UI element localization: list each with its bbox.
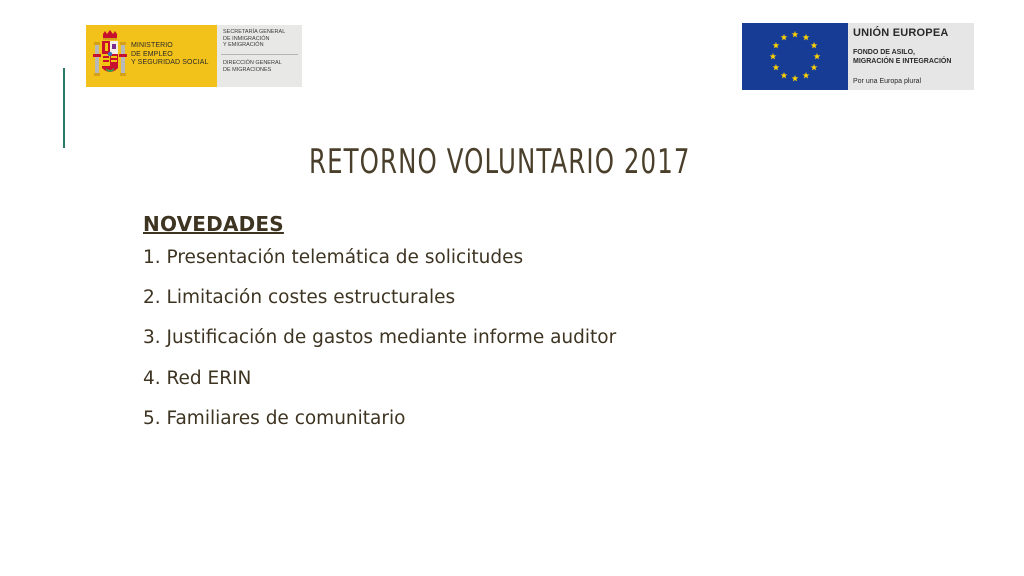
ministry-logo [86,25,302,87]
eu-fund-name: FONDO DE ASILO, MIGRACIÓN E INTEGRACIÓN [853,49,952,65]
slide-title: RETORNO VOLUNTARIO 2017 [309,142,691,182]
list-item: 5. Familiares de comunitario [143,407,406,429]
coat-of-arms-icon [93,30,127,82]
eu-star-icon [770,53,777,60]
list-item: 2. Limitación costes estructurales [143,287,456,309]
ministry-logo-yellow-panel [86,25,217,87]
eu-star-icon [803,34,810,41]
eu-title: UNIÓN EUROPEA [853,27,949,39]
eu-flag [742,23,848,90]
eu-star-icon [792,75,799,82]
slide-body [143,212,616,449]
list-item: 1. Presentación telemática de solicitudes [143,247,524,268]
eu-star-icon [792,31,799,38]
eu-star-icon [773,64,780,71]
eu-star-icon [773,42,780,49]
novedades-list [143,248,616,449]
eu-star-icon [781,72,788,79]
eu-stars-icon [742,23,848,90]
eu-star-icon [814,53,821,60]
ministry-name: MINISTERIO DE EMPLEO Y SEGURIDAD SOCIAL [131,42,209,66]
section-heading: NOVEDADES [143,212,284,236]
secretaria-name: SECRETARÍA GENERAL DE INMIGRACIÓN Y EMIGRACIÓN [223,29,286,48]
ministry-logo-grey-panel [217,25,302,87]
ministry-divider [221,54,298,55]
list-item: 3. Justificación de gastos mediante informe auditor [143,327,617,349]
accent-line [63,68,65,148]
list-item: 4. Red ERIN [143,367,252,389]
eu-star-icon [811,42,818,49]
eu-star-icon [803,72,810,79]
eu-tagline: Por una Europa plural [853,78,922,85]
direccion-name: DIRECCIÓN GENERAL DE MIGRACIONES [223,60,282,73]
eu-star-icon [781,34,788,41]
eu-logo [742,23,974,90]
eu-star-icon [811,64,818,71]
